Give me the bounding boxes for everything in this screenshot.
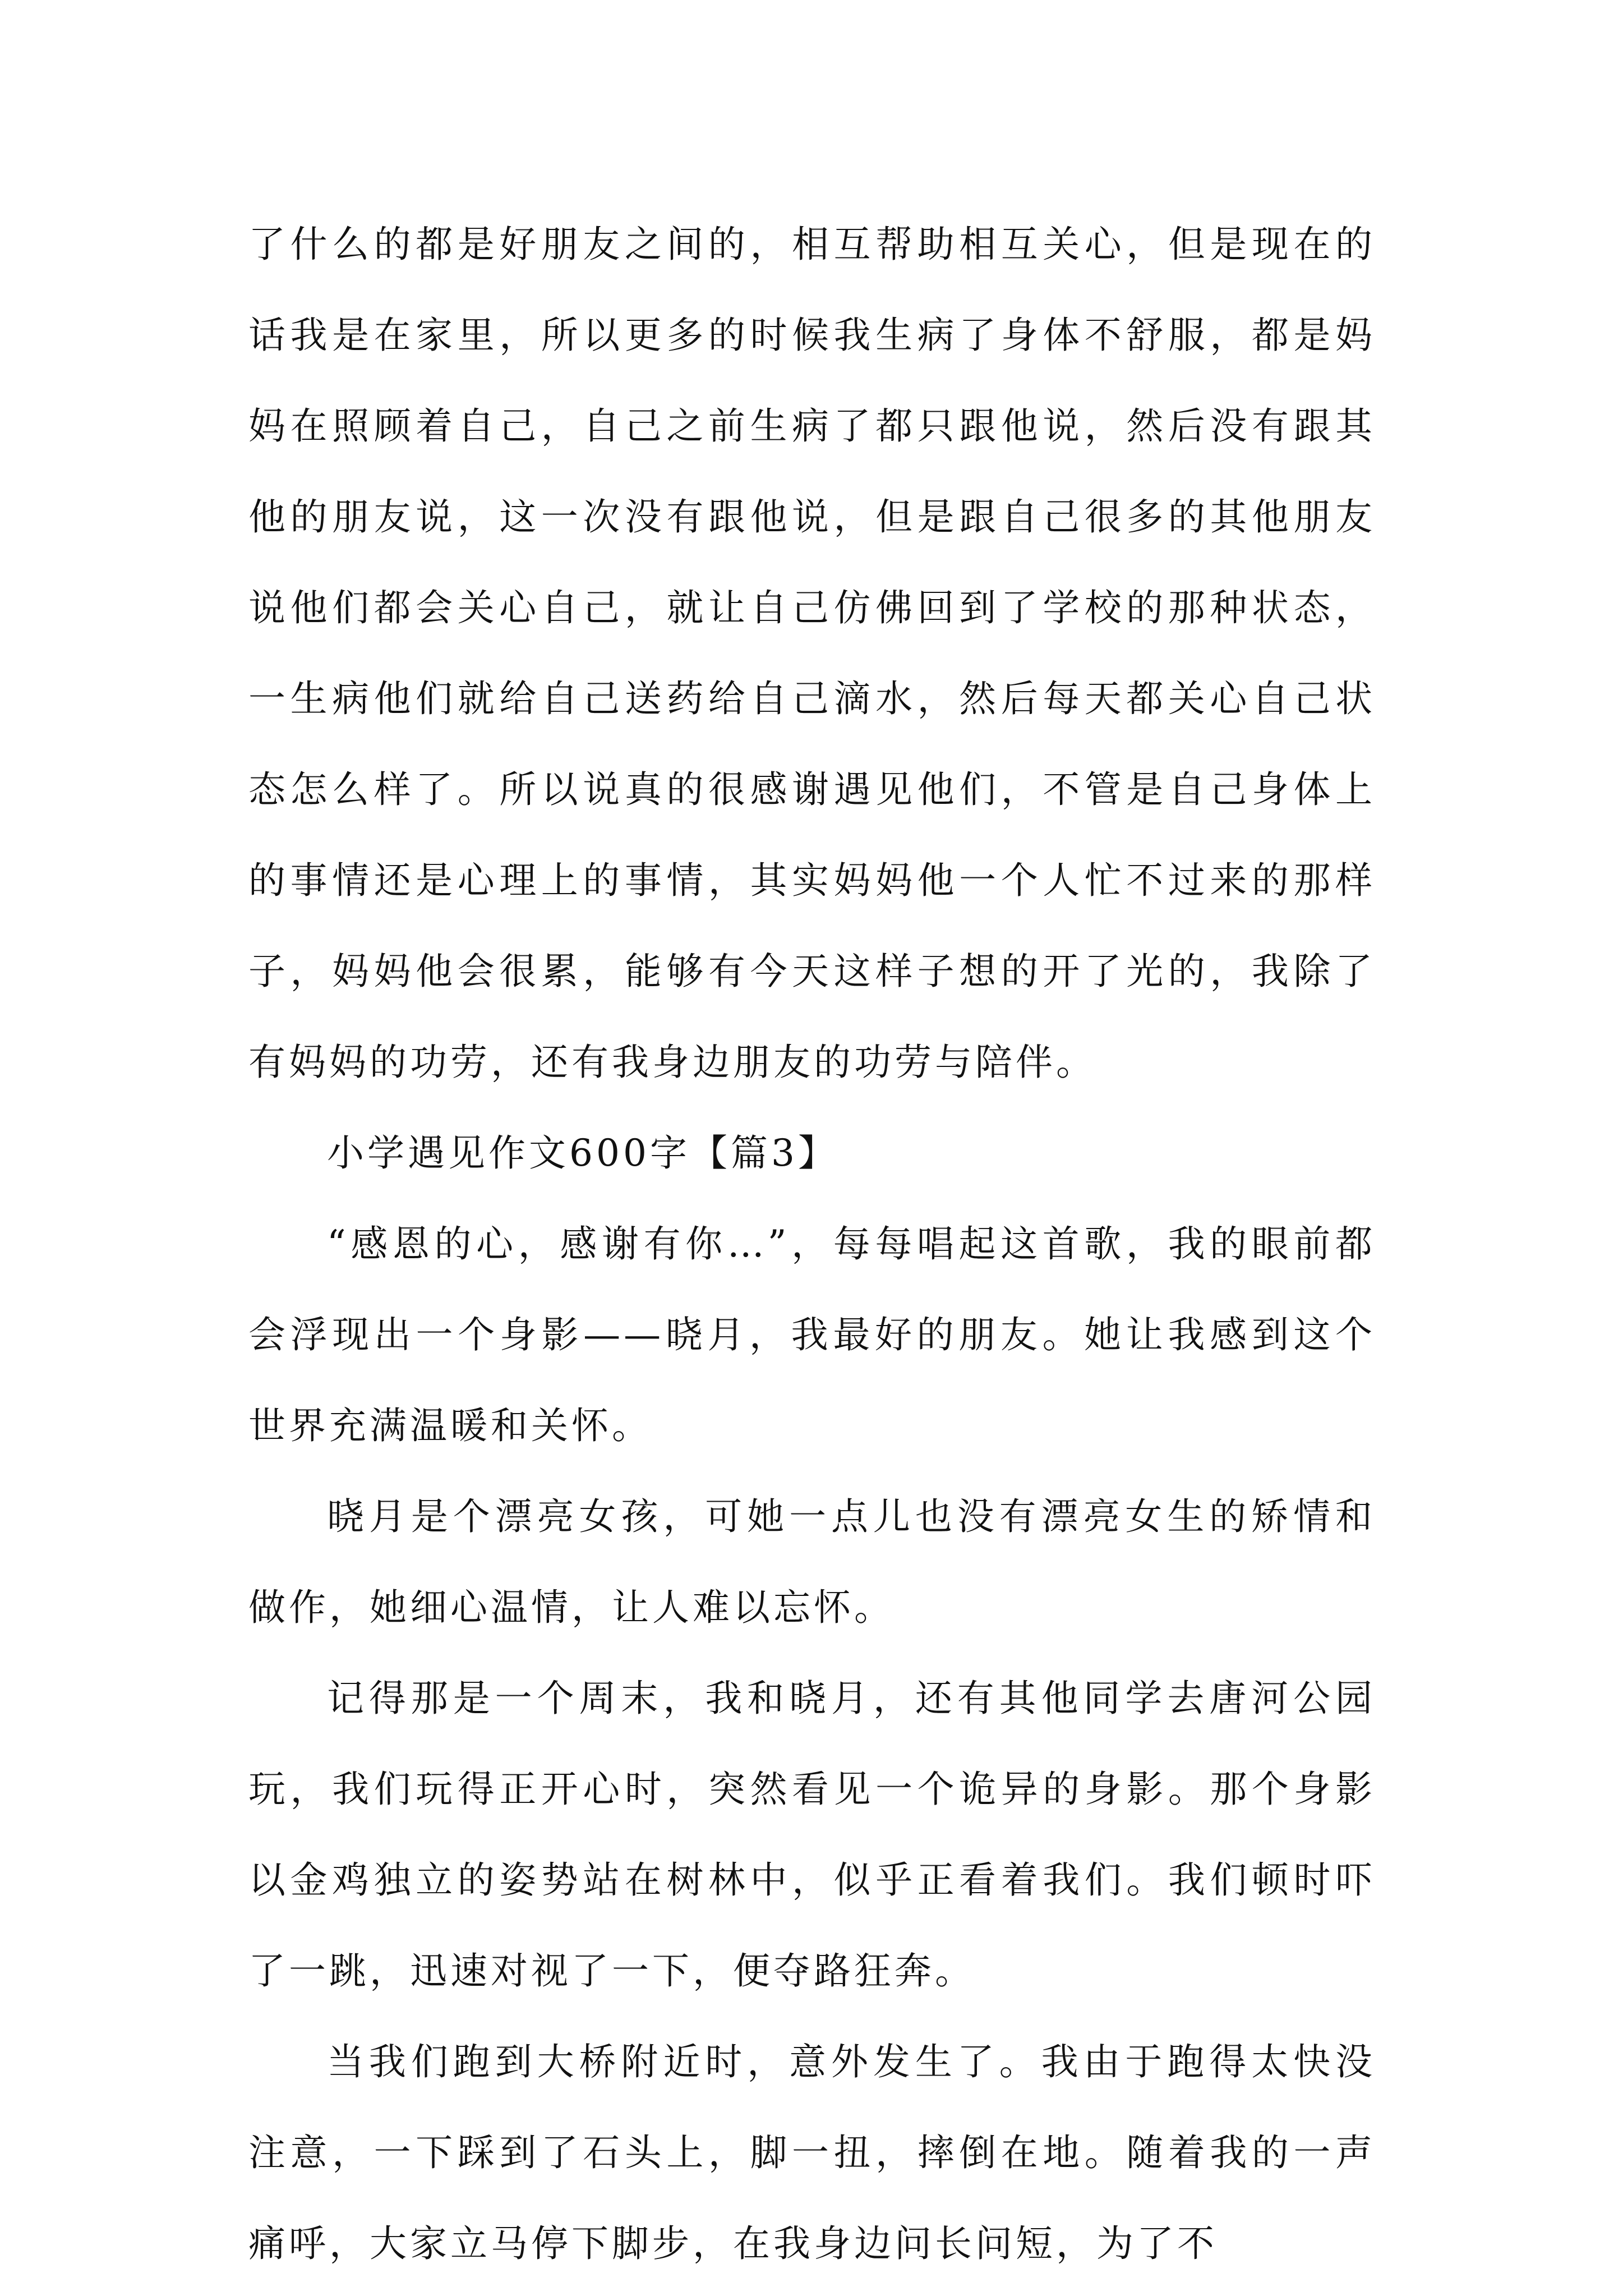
section-heading: 小学遇见作文600字【篇3】 bbox=[327, 1131, 838, 1175]
paragraph-park-story: 记得那是一个周末，我和晓月，还有其他同学去唐河公园玩，我们玩得正开心时，突然看见一个诡异的身影。那个身影以金鸡独立的姿势站在树林中，似乎正看着我们。我们顿时吓了一跳，迅速对视了一下，便夺路狂奔。 bbox=[248, 1677, 1376, 1993]
paragraph-description: 晓月是个漂亮女孩，可她一点儿也没有漂亮女生的矫情和做作，她细心温情，让人难以忘怀。 bbox=[248, 1495, 1376, 1629]
paragraph-continuation: 了什么的都是好朋友之间的，相互帮助相互关心，但是现在的话我是在家里，所以更多的时候我生病了身体不舒服，都是妈妈在照顾着自己，自己之前生病了都只跟他说，然后没有跟其他的朋友说，这一次没有跟他说，但是跟自己很多的其他朋友说他们都会关心自己，就让自己仿佛回到了学校的那种状态，一生病他们就给自己送药给自己滴水，然后每天都关心自己状态怎么样了。所以说真的很感谢遇见他们，不管是自己身体上的事情还是心理上的事情，其实妈妈他一个人忙不过来的那样子，妈妈他会很累，能够有今天这样子想的开了光的，我除了有妈妈的功劳，还有我身边朋友的功劳与陪伴。 bbox=[248, 223, 1376, 1084]
document-body bbox=[248, 199, 1376, 2289]
paragraph-intro: “感恩的心，感谢有你…”，每每唱起这首歌，我的眼前都会浮现出一个身影——晓月，我最好的朋友。她让我感到这个世界充满温暖和关怀。 bbox=[248, 1222, 1376, 1447]
paragraph-bridge-story: 当我们跑到大桥附近时，意外发生了。我由于跑得太快没注意，一下踩到了石头上，脚一扭，摔倒在地。随着我的一声痛呼，大家立马停下脚步，在我身边问长问短，为了不 bbox=[248, 2040, 1376, 2265]
